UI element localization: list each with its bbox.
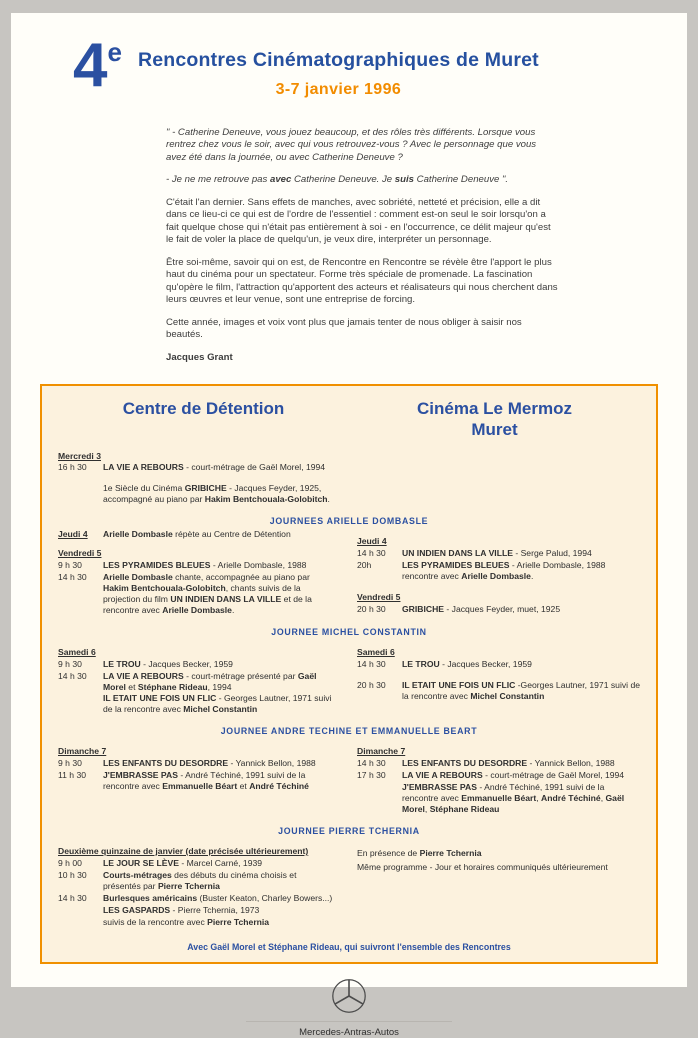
program-column-right [349,738,640,814]
entry-time: 9 h 30 [58,658,82,669]
intro-paragraph: " - Catherine Deneuve, vous jouez beaucoup, et des rôles très différents. Lorsque vous rentrez chez vous le soir, avec qui vous retrouvez-vous ? Avec le personnage que vous avez été dans la journée, ou avec Catherine Deneuve ? [166,127,537,163]
entry-time: 20 h 30 [357,603,386,614]
signature: Jacques Grant [166,351,233,363]
page-title: Rencontres Cinématographiques de Muret [137,49,539,71]
day-label: Vendredi 5 [357,591,401,602]
schedule-entry: 17 h 30 LA VIE A REBOURS - court-métrage de Gaël Morel, 1994 [357,770,625,781]
section-row [58,443,640,506]
schedule-entry: 14 h 30 LES ENFANTS DU DESORDRE - Yannick Bellon, 1988 [357,758,615,769]
schedule-entry: LES GASPARDS - Pierre Tchernia, 1973 [58,905,335,916]
schedule-entry: IL ETAIT UNE FOIS UN FLIC - Georges Lautner, 1971 suivi de la rencontre avec Michel Constantin [58,693,335,715]
entry-time [58,917,103,928]
sponsor-name: Mercedes-Antras-Autos [299,1027,399,1038]
entry-time: 14 h 30 [357,548,386,559]
venue-right-line2: Muret [471,420,518,440]
venue-left-title: Centre de Détention [122,399,285,419]
entry-time: 14 h 30 [357,658,386,669]
schedule-entry: 14 h 30 Arielle Dombasle chante, accompagnée au piano par Hakim Bentchouala-Golobitch, chants suivis de la projection du film UN INDIEN DANS LA VILLE et de la rencontre avec Arielle Dombasle. [58,572,312,615]
entry-time: 11 h 30 [58,770,87,781]
day-label: Vendredi 5 [58,548,102,559]
day-label: Deuxième quinzaine de janvier (date précisée ultérieurement) [58,846,309,857]
program-column-left [58,443,349,506]
page [11,13,687,1038]
program-column-right [349,528,640,615]
entry-time: 14 h 30 [58,670,87,681]
entry-time: 14 h 30 [357,758,386,769]
day-label: Samedi 6 [357,646,395,657]
schedule-entry: 9 h 30 LES ENFANTS DU DESORDRE - Yannick Bellon, 1988 [58,758,316,769]
section-row [58,838,640,927]
schedule-entry: 10 h 30 Courts-métrages des débuts du cinéma choisis et présentés par Pierre Tchernia [58,869,297,891]
program-note: Avec Gaël Morel et Stéphane Rideau, qui suivront l'ensemble des Rencontres [187,942,511,953]
program-column-left [58,838,349,927]
schedule-entry: 11 h 30 J'EMBRASSE PAS - André Téchiné, 1991 suivi de la rencontre avec Emmanuelle Béart et André Téchiné [58,770,309,792]
day-entry: Jeudi 4 Arielle Dombasle répète au Centre de Détention [58,529,291,540]
venue-right-line1: Cinéma Le Mermoz [417,399,572,419]
schedule-entry: 20h LES PYRAMIDES BLEUES - Arielle Dombasle, 1988 rencontre avec Arielle Dombasle. [357,560,606,582]
footer-divider [246,1021,452,1022]
section-row [58,738,640,814]
entry-time: 9 h 30 [58,758,82,769]
edition-numeral [73,31,122,100]
entry-time: 14 h 30 [58,892,87,903]
schedule-text: Même programme - Jour et horaires communiqués ultérieurement [357,861,608,872]
entry-time: 9 h 30 [58,560,82,571]
edition-exponent: e [107,37,122,67]
day-label: Mercredi 3 [58,450,101,461]
entry-time [58,483,103,505]
event-dates: 3-7 janvier 1996 [275,81,402,98]
schedule-entry: 9 h 30 LES PYRAMIDES BLEUES - Arielle Dombasle, 1988 [58,560,307,571]
intro-paragraph: C'était l'an dernier. Sans effets de manches, avec sobriété, netteté et précision, elle a dit dans ce lieu-ci ce qui est de l'ordre de l'essentiel : comment est-on seul le soir lorsqu'on a fait quelque chose qui n'était pas entièrement à soi - en l'occurrence, ce délit majeur qu'est le fait de voler la place de quelqu'un, je veux dire, interpréter un personnage. [166,196,551,246]
program-column-right [349,838,640,927]
entry-time: 16 h 30 [58,462,87,473]
intro-paragraph: - Je ne me retrouve pas avec Catherine Deneuve. Je suis Catherine Deneuve ". [166,174,509,186]
entry-time: 20h [357,560,372,571]
entry-time [357,782,402,815]
entry-time: 9 h 00 [58,857,82,868]
schedule-entry: J'EMBRASSE PAS - André Téchiné, 1991 suivi de la rencontre avec Emmanuelle Béart, André Téchiné, Gaël Morel, Stéphane Rideau [357,782,640,815]
schedule-entry: 16 h 30 LA VIE A REBOURS - court-métrage de Gaël Morel, 1994 [58,462,326,473]
schedule-entry: 9 h 00 LE JOUR SE LÈVE - Marcel Carné, 1939 [58,857,263,868]
intro-paragraphs [166,127,558,342]
schedule-entry: 14 h 30 UN INDIEN DANS LA VILLE - Serge Palud, 1994 [357,548,592,559]
entry-time: 20 h 30 [357,679,386,690]
entry-time [58,905,103,916]
entry-time [58,693,103,715]
program-column-right [349,443,640,506]
schedule-entry: 20 h 30 GRIBICHE - Jacques Feyder, muet, 1925 [357,603,561,614]
footer [11,978,687,1038]
section-heading: JOURNEE ANDRE TECHINE ET EMMANUELLE BEART [220,726,478,737]
schedule-entry: 9 h 30 LE TROU - Jacques Becker, 1959 [58,658,233,669]
schedule-entry: 14 h 30 LA VIE A REBOURS - court-métrage présenté par Gaël Morel et Stéphane Rideau, 1994 [58,670,317,692]
header [11,13,687,99]
intro-paragraph: Être soi-même, savoir qui on est, de Rencontre en Rencontre se révèle être l'apport le plus haut du cinéma pour un spectateur. Forme très spéciale de promenade. La fascination qu'opère le film, l'attraction qu'apportent des acteurs et réalisateurs qui nous cherchent dans leurs œuvres et leur venue, sont une entreprise de forcing. [166,256,558,306]
venue-right-title [349,398,640,441]
program-column-left [58,528,349,615]
header-text [138,39,539,99]
schedule-entry: 14 h 30 Burlesques américains (Buster Keaton, Charley Bowers...) [58,892,333,903]
entry-time: 17 h 30 [357,770,386,781]
schedule-entry: 20 h 30 IL ETAIT UNE FOIS UN FLIC -Georges Lautner, 1971 suivi de la rencontre avec Michel Constantin [357,679,641,701]
section-heading: JOURNEES ARIELLE DOMBASLE [269,516,429,527]
mercedes-star-icon [331,978,367,1014]
section-heading: JOURNEE PIERRE TCHERNIA [278,825,420,836]
entry-time: 10 h 30 [58,869,87,880]
schedule-text: En présence de Pierre Tchernia [357,848,482,859]
program-sections [58,443,640,928]
entry-time: 14 h 30 [58,572,87,583]
schedule-entry: 14 h 30 LE TROU - Jacques Becker, 1959 [357,658,532,669]
section-row [58,639,640,715]
venue-titles [58,398,640,441]
program-box [40,384,658,964]
edition-number: 4 [73,31,108,100]
intro-paragraph: Cette année, images et voix vont plus que jamais tenter de nous obliger à saisir nos beautés. [166,316,522,341]
day-label: Dimanche 7 [357,746,406,757]
day-label: Samedi 6 [58,646,96,657]
day-label: Jeudi 4 [357,536,387,547]
schedule-entry: 1e Siècle du Cinéma GRIBICHE - Jacques Feyder, 1925, accompagné au piano par Hakim Bentchouala-Golobitch. [58,483,335,505]
day-label: Jeudi 4 [58,529,88,540]
section-row [58,528,640,615]
section-heading: JOURNEE MICHEL CONSTANTIN [271,626,427,637]
schedule-entry: suivis de la rencontre avec Pierre Tchernia [58,917,335,928]
day-label: Dimanche 7 [58,746,107,757]
program-column-right [349,639,640,715]
program-column-left [58,738,349,814]
program-column-left [58,639,349,715]
